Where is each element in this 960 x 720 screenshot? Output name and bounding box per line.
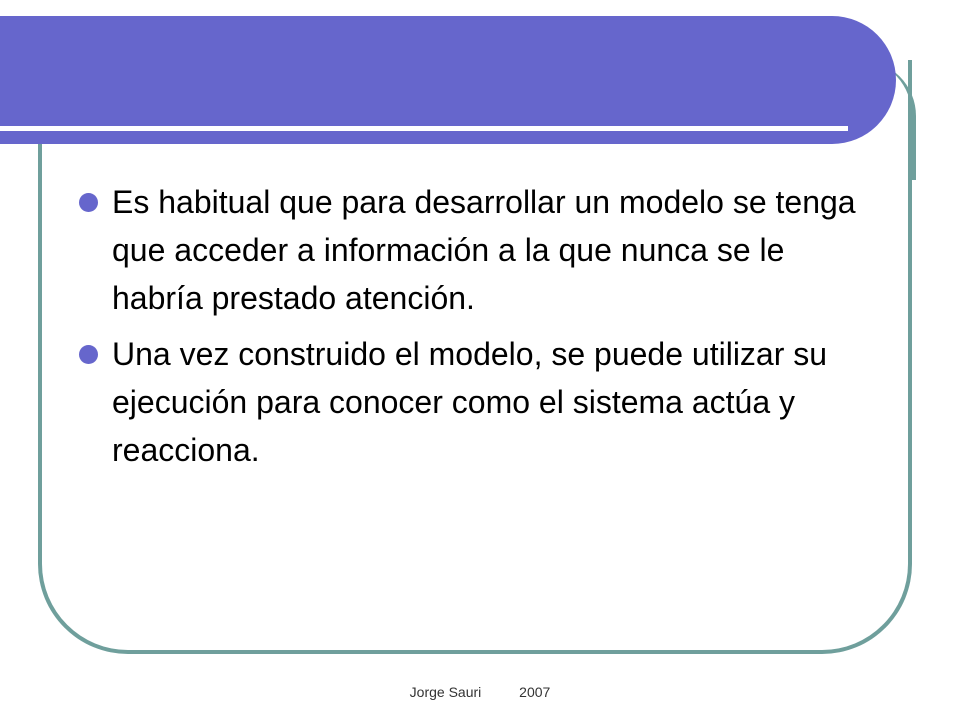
footer-author: Jorge Sauri [409, 684, 482, 700]
title-banner [0, 16, 896, 144]
bullet-list [76, 178, 876, 482]
bullet-item [76, 178, 876, 322]
bullet-dot-icon [79, 193, 98, 212]
bullet-dot-icon [79, 345, 98, 364]
bullet-item [76, 330, 876, 474]
bullet-text: Es habitual que para desarrollar un modelo se tenga que acceder a información a la que nunca se le habría prestado atención. [112, 184, 856, 316]
banner-divider [0, 126, 848, 131]
footer-year: 2007 [519, 684, 551, 700]
slide-footer [0, 684, 960, 700]
bullet-text: Una vez construido el modelo, se puede utilizar su ejecución para conocer como el sistema actúa y reacciona. [112, 336, 828, 468]
